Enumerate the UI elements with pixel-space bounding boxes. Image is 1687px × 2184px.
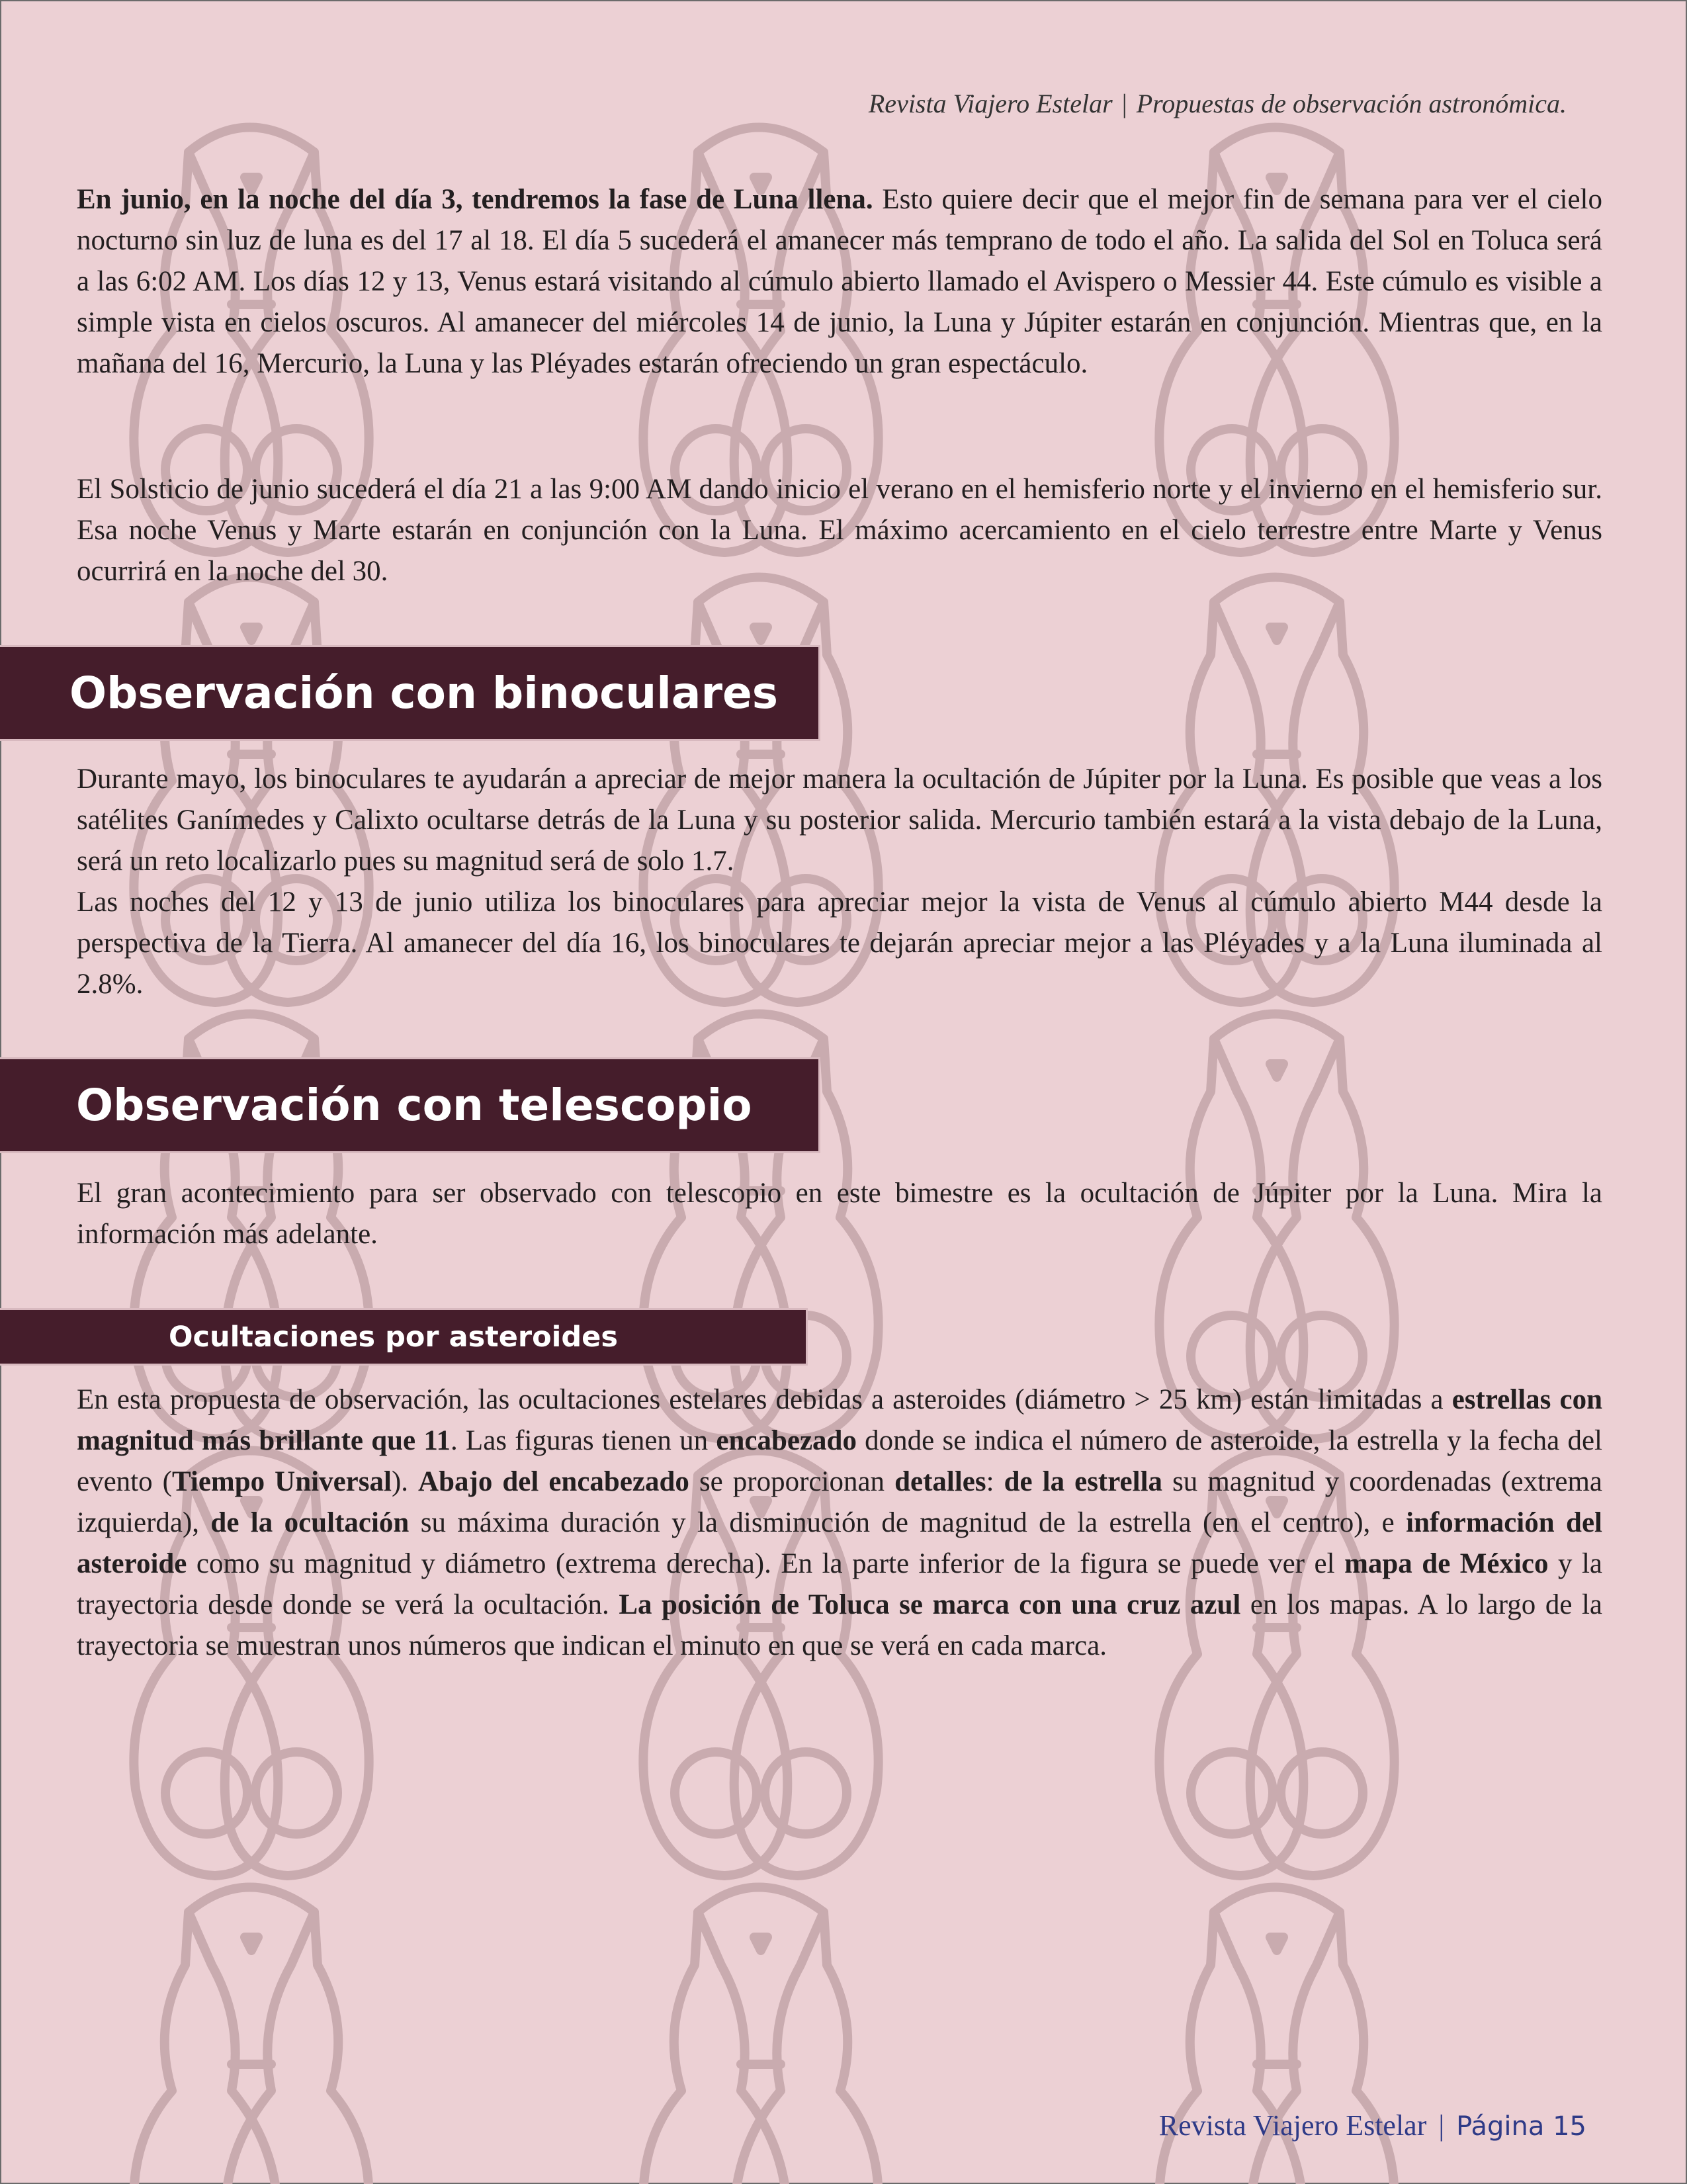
occ-text-4: ). bbox=[391, 1466, 419, 1497]
page-footer bbox=[1159, 2109, 1586, 2142]
section-heading-binoculars: Observación con binoculares bbox=[0, 645, 820, 741]
binoculars-paragraph-line-1: Durante mayo, los binoculares te ayudarán a apreciar de mejor manera la ocultación de Júpiter por la Luna. Es posible que veas a los satélites Ganímedes y Calixto ocultarse detrás de la Luna y su posterior salida. Mercurio también estará a la vista debajo de la Luna, será un reto localizarlo pues su magnitud será de solo 1.7. bbox=[77, 764, 1602, 877]
telescope-paragraph: El gran acontecimiento para ser observado con telescopio en este bimestre es la ocultación de Júpiter por la Luna. Mira la información más adelante. bbox=[77, 1178, 1602, 1250]
header-separator: | bbox=[1121, 89, 1127, 118]
footer-magazine-name: Revista Viajero Estelar bbox=[1158, 2109, 1427, 2142]
occ-bold-5: detalles bbox=[894, 1466, 986, 1497]
occ-bold-2: encabezado bbox=[716, 1425, 857, 1456]
occ-bold-3: Tiempo Universal bbox=[171, 1466, 392, 1497]
intro-lead-bold: En junio, en la noche del día 3, tendremos la fase de Luna llena. bbox=[77, 184, 873, 215]
occ-text-8: su máxima duración y la disminución de magnitud de la estrella (en el centro), e bbox=[409, 1507, 1406, 1538]
running-header bbox=[869, 88, 1567, 119]
subsection-heading-occultations: Ocultaciones por asteroides bbox=[0, 1308, 808, 1366]
occ-bold-10: La posición de Toluca se marca con una cruz azul bbox=[619, 1589, 1241, 1620]
occ-text-6: : bbox=[986, 1466, 1004, 1497]
occ-text-3: donde se indica el número de asteroide, la estrella y la fecha del evento ( bbox=[77, 1425, 1603, 1497]
binoculars-paragraph bbox=[77, 759, 1602, 1005]
section-heading-telescope: Observación con telescopio bbox=[0, 1057, 820, 1153]
occ-text-10: y la trayectoria desde donde se verá la ocultación. bbox=[77, 1548, 1603, 1620]
intro-paragraph-2: El Solsticio de junio sucederá el día 21 a las 9:00 AM dando inicio el verano en el hemisferio norte y el invierno en el hemisferio sur. Esa noche Venus y Marte estarán en conjunción con la Luna. El máximo acercamiento en el cielo terrestre entre Marte y Venus ocurrirá en la noche del 30. bbox=[77, 474, 1602, 587]
header-magazine-name: Revista Viajero Estelar bbox=[868, 89, 1113, 118]
page-number: Página 15 bbox=[1456, 2111, 1586, 2142]
intro-paragraph-1 bbox=[77, 179, 1602, 384]
occ-text-9: como su magnitud y diámetro (extrema derecha). En la parte inferior de la figura se puede ver el bbox=[187, 1548, 1345, 1579]
occ-bold-4: Abajo del encabezado bbox=[418, 1466, 689, 1497]
occ-bold-1: estrellas con magnitud más brillante que 11 bbox=[77, 1384, 1602, 1456]
intro-paragraph-1-text: Esto quiere decir que el mejor fin de semana para ver el cielo nocturno sin luz de luna es del 17 al 18. El día 5 sucederá el amanecer más temprano de todo el año. La salida del Sol en Toluca será a las 6:02 AM. Los días 12 y 13, Venus estará visitando al cúmulo abierto llamado el Avispero o Messier 44. Este cúmulo es visible a simple vista en cielos oscuros. Al amanecer del miércoles 14 de junio, la Luna y Júpiter estarán en conjunción. Mientras que, en la mañana del 16, Mercurio, la Luna y las Pléyades estarán ofreciendo un gran espectáculo. bbox=[77, 184, 1602, 379]
occ-bold-9: mapa de México bbox=[1344, 1548, 1549, 1579]
occ-text-7: su magnitud y coordenadas (extrema izquierda), bbox=[77, 1466, 1603, 1538]
occ-text-11: en los mapas. A lo largo de la trayectoria se muestran unos números que indican el minuto en que se verá en cada marca. bbox=[77, 1589, 1602, 1661]
occ-bold-8: información del asteroide bbox=[77, 1507, 1602, 1579]
footer-separator: | bbox=[1438, 2109, 1445, 2142]
occultations-paragraph bbox=[77, 1379, 1602, 1667]
occ-text-1: En esta propuesta de observación, las ocultaciones estelares debidas a asteroides (diámetro > 25 km) están limitadas a bbox=[77, 1384, 1452, 1415]
binoculars-paragraph-line-2: Las noches del 12 y 13 de junio utiliza los binoculares para apreciar mejor la vista de Venus al cúmulo abierto M44 desde la perspectiva de la Tierra. Al amanecer del día 16, los binoculares te dejarán apreciar mejor a las Pléyades y a la Luna iluminada al 2.8%. bbox=[77, 887, 1602, 1000]
occ-text-5: se proporcionan bbox=[689, 1466, 895, 1497]
occ-bold-6: de la estrella bbox=[1004, 1466, 1163, 1497]
occ-bold-7: de la ocultación bbox=[210, 1507, 410, 1538]
header-section-name: Propuestas de observación astronómica. bbox=[1136, 89, 1567, 118]
occ-text-2: . Las figuras tienen un bbox=[450, 1425, 716, 1456]
